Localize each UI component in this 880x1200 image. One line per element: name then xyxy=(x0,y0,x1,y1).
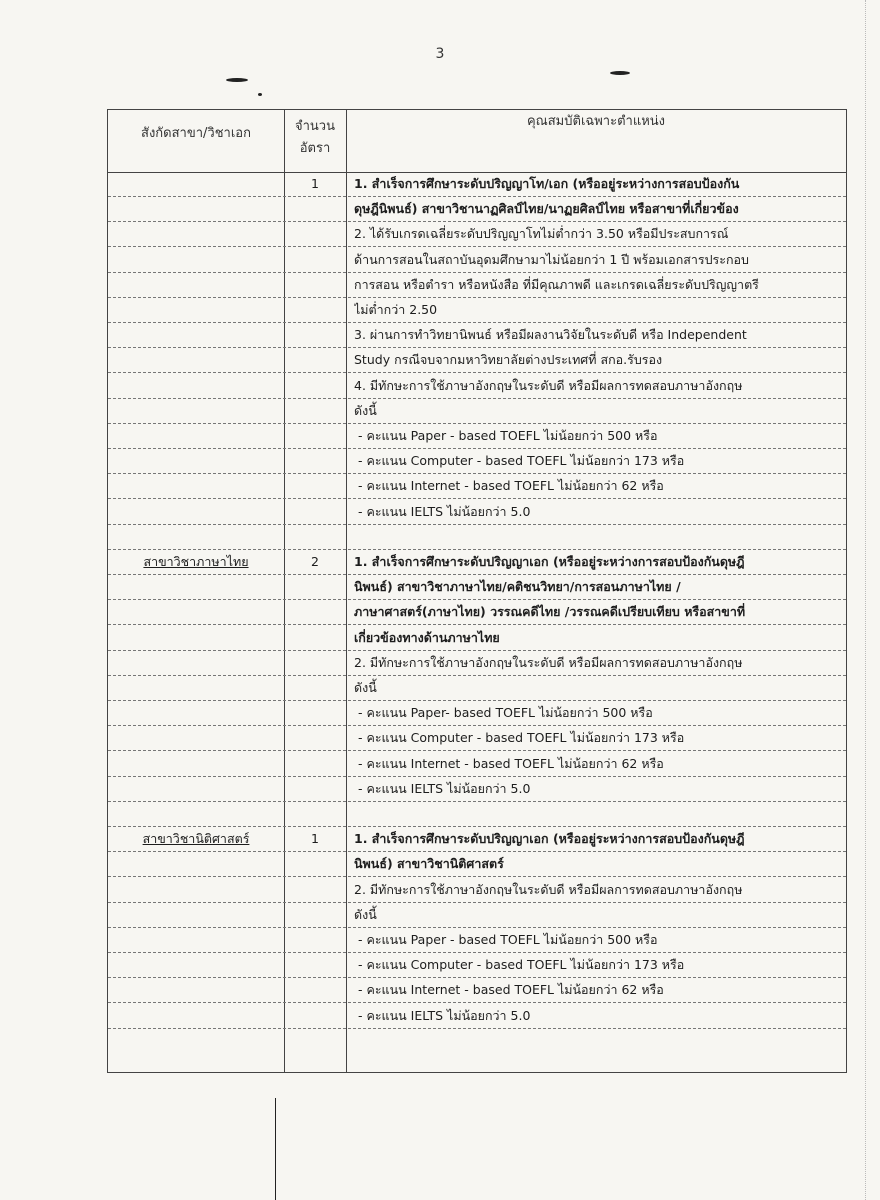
table-row xyxy=(108,676,846,701)
row-qualification-text: การสอน หรือตำรา หรือหนังสือ ที่มีคุณภาพดี และเกรดเฉลี่ยระดับปริญญาตรี xyxy=(354,276,759,292)
row-qualification-text: - คะแนน Paper- based TOEFL ไม่น้อยกว่า 500 หรือ xyxy=(358,705,653,721)
row-qualification-text: - คะแนน Paper - based TOEFL ไม่น้อยกว่า 500 หรือ xyxy=(358,428,658,443)
table-row xyxy=(108,651,846,676)
table-row xyxy=(108,802,846,827)
row-department: สาขาวิชาภาษาไทย xyxy=(143,554,249,569)
table-header xyxy=(108,110,846,173)
row-qualification-text: ไม่ต่ำกว่า 2.50 xyxy=(354,302,438,317)
scan-smudge-left xyxy=(226,78,248,82)
table-row xyxy=(108,348,846,373)
page-number: 3 xyxy=(435,46,445,62)
table-row xyxy=(108,953,846,978)
row-qualification-text: นิพนธ์) สาขาวิชาภาษาไทย/คติชนวิทยา/การสอนภาษาไทย / xyxy=(354,579,681,595)
row-qualification-text: - คะแนน Internet - based TOEFL ไม่น้อยกว่า 62 หรือ xyxy=(358,755,664,771)
header-qualifications: คุณสมบัติเฉพาะตำแหน่ง xyxy=(526,114,666,129)
row-qualification-text: - คะแนน IELTS ไม่น้อยกว่า 5.0 xyxy=(358,503,531,519)
table-row xyxy=(108,500,846,525)
row-qualification-text: - คะแนน Paper - based TOEFL ไม่น้อยกว่า 500 หรือ xyxy=(358,932,658,947)
table-row xyxy=(108,248,846,273)
table-row xyxy=(108,978,846,1003)
scan-smudge-dot xyxy=(258,93,262,96)
row-qualification-text: 1. สำเร็จการศึกษาระดับปริญญาโท/เอก (หรืออยู่ระหว่างการสอบป้องกัน xyxy=(354,176,740,191)
table-row xyxy=(108,172,846,197)
table-row xyxy=(108,701,846,726)
table-row xyxy=(108,878,846,903)
row-count: 1 xyxy=(311,176,319,191)
scan-smudge-right xyxy=(610,71,630,75)
table-row xyxy=(108,903,846,928)
row-department: สาขาวิชานิติศาสตร์ xyxy=(142,831,250,847)
row-qualification-text: - คะแนน Computer - based TOEFL ไม่น้อยกว่า 173 หรือ xyxy=(358,730,685,746)
table-row xyxy=(108,752,846,777)
table-row xyxy=(108,827,846,852)
table-row xyxy=(108,474,846,499)
header-count: จำนวน อัตรา xyxy=(295,119,335,156)
row-qualification-text: ดังนี้ xyxy=(354,402,377,418)
table-row xyxy=(108,928,846,953)
table-row xyxy=(108,374,846,399)
table-row xyxy=(108,550,846,575)
header-department: สังกัดสาขา/วิชาเอก xyxy=(141,126,251,141)
qualifications-table xyxy=(107,109,847,1073)
table-row xyxy=(108,424,846,449)
table-row xyxy=(108,399,846,424)
row-qualification-text: 4. มีทักษะการใช้ภาษาอังกฤษในระดับดี หรือมีผลการทดสอบภาษาอังกฤษ xyxy=(354,377,743,393)
row-qualification-text: ด้านการสอนในสถาบันอุดมศึกษามาไม่น้อยกว่า 1 ปี พร้อมเอกสารประกอบ xyxy=(354,251,749,267)
row-qualification-text: 1. สำเร็จการศึกษาระดับปริญญาเอก (หรืออยู่ระหว่างการสอบป้องกันดุษฎี xyxy=(354,554,745,569)
table-row xyxy=(108,273,846,298)
row-qualification-text: ภาษาศาสตร์(ภาษาไทย) วรรณคดีไทย /วรรณคดีเปรียบเทียบ หรือสาขาที่ xyxy=(354,604,746,620)
table-row xyxy=(108,575,846,600)
table-row xyxy=(108,525,846,550)
row-count: 2 xyxy=(311,554,319,569)
page-edge xyxy=(865,0,866,1200)
row-qualification-text: - คะแนน IELTS ไม่น้อยกว่า 5.0 xyxy=(358,1007,531,1023)
table-row xyxy=(108,852,846,877)
row-qualification-text: นิพนธ์) สาขาวิชานิติศาสตร์ xyxy=(354,856,504,872)
row-qualification-text: ดังนี้ xyxy=(354,680,377,695)
row-qualification-text: - คะแนน Internet - based TOEFL ไม่น้อยกว่า 62 หรือ xyxy=(358,982,664,998)
row-qualification-text: 2. มีทักษะการใช้ภาษาอังกฤษในระดับดี หรือมีผลการทดสอบภาษาอังกฤษ xyxy=(354,881,743,897)
table-row xyxy=(108,222,846,247)
row-qualification-text: 2. ได้รับเกรดเฉลี่ยระดับปริญญาโทไม่ต่ำกว่า 3.50 หรือมีประสบการณ์ xyxy=(354,226,729,242)
row-qualification-text: - คะแนน IELTS ไม่น้อยกว่า 5.0 xyxy=(358,780,531,796)
row-qualification-text: 1. สำเร็จการศึกษาระดับปริญญาเอก (หรืออยู่ระหว่างการสอบป้องกันดุษฎี xyxy=(354,831,745,847)
margin-line xyxy=(275,1098,276,1200)
table-row xyxy=(108,777,846,802)
row-qualification-text: - คะแนน Internet - based TOEFL ไม่น้อยกว่า 62 หรือ xyxy=(358,478,664,494)
row-qualification-text: Study กรณีจบจากมหาวิทยาลัยต่างประเทศที่ สกอ.รับรอง xyxy=(354,352,663,368)
row-qualification-text: - คะแนน Computer - based TOEFL ไม่น้อยกว่า 173 หรือ xyxy=(358,957,685,973)
row-count: 1 xyxy=(311,831,319,847)
table-row xyxy=(108,197,846,222)
table-row xyxy=(108,449,846,474)
table-row xyxy=(108,323,846,348)
table-row xyxy=(108,626,846,651)
table-row xyxy=(108,600,846,625)
row-qualification-text: ดุษฎีนิพนธ์) สาขาวิชานาฏศิลป์ไทย/นาฏยศิลป์ไทย หรือสาขาที่เกี่ยวข้อง xyxy=(354,201,739,217)
row-qualification-text: ดังนี้ xyxy=(354,906,377,922)
row-qualification-text: 2. มีทักษะการใช้ภาษาอังกฤษในระดับดี หรือมีผลการทดสอบภาษาอังกฤษ xyxy=(354,654,743,670)
row-qualification-text: - คะแนน Computer - based TOEFL ไม่น้อยกว่า 173 หรือ xyxy=(358,453,685,469)
table-row xyxy=(108,726,846,751)
row-qualification-text: เกี่ยวข้องทางด้านภาษาไทย xyxy=(354,629,500,645)
table-row xyxy=(108,1004,846,1029)
row-qualification-text: 3. ผ่านการทำวิทยานิพนธ์ หรือมีผลงานวิจัยในระดับดี หรือ Independent xyxy=(354,327,747,343)
table-row xyxy=(108,298,846,323)
